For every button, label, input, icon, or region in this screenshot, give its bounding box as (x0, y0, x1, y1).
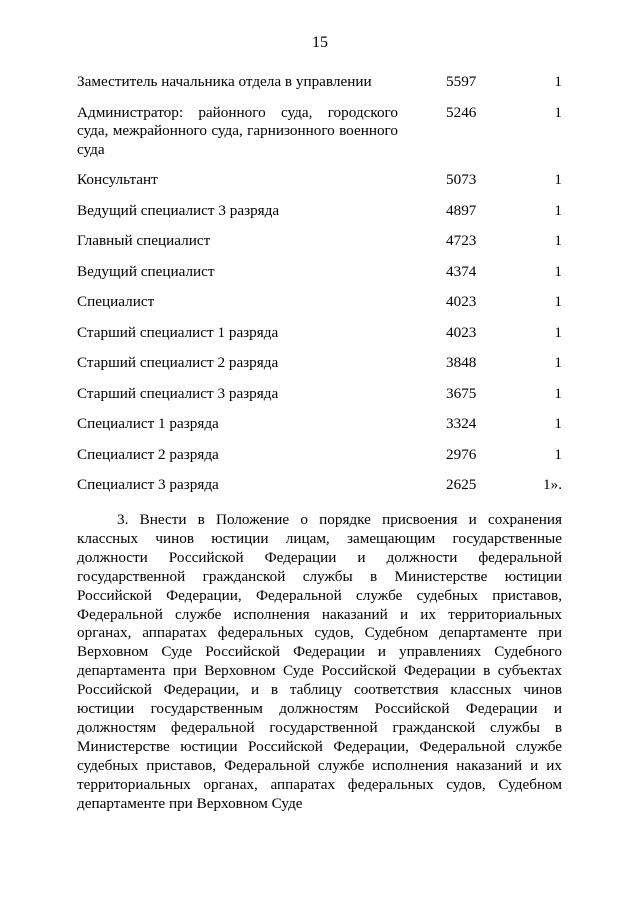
table-row (77, 229, 562, 254)
table-row (77, 443, 562, 468)
count-value: 1 (554, 103, 562, 121)
salary-value: 5246 (446, 103, 477, 121)
salary-value: 3675 (446, 384, 477, 402)
position-name: Специалист (77, 293, 155, 310)
table-row (77, 351, 562, 376)
salary-value: 3848 (446, 354, 477, 371)
count-value: 1 (554, 73, 562, 90)
table-row (77, 168, 562, 193)
count-value: 1 (554, 354, 562, 371)
salary-value: 3324 (446, 415, 477, 432)
salary-value: 4023 (446, 323, 477, 341)
table-row (77, 199, 562, 224)
position-name: Специалист 2 разряда (77, 445, 219, 463)
count-value: 1 (554, 171, 562, 188)
count-value: 1 (554, 384, 562, 402)
position-name: Специалист 3 разряда (77, 476, 219, 493)
position-name: Консультант (77, 171, 158, 188)
table-row (77, 382, 562, 407)
table-row (77, 412, 562, 437)
position-name: Старший специалист 1 разряда (77, 323, 279, 341)
salary-value: 5073 (446, 171, 477, 188)
count-value: 1 (554, 323, 562, 341)
body-paragraph: 3. Внести в Положение о порядке присвоения и сохранения классных чинов юстиции лицам, замещающим государственные должности Российской Федерации и должности федеральной государственной гражданской службы в Министерстве юстиции Российской Федерации, Федеральной службе судебных приставов, Федеральной службе исполнения наказаний и их территориальных органах, аппаратах федеральных судов, Судебном департаменте при Верховном Суде Российской Федерации и управлениях Судебного департамента при Верховном Суде Российской Федерации в субъектах Российской Федерации, и в таблицу соответствия классных чинов юстиции государственным должностям Российской Федерации и должностям федеральной государственной гражданской службы в Министерстве юстиции Российской Федерации, Федеральной службе судебных приставов, Федеральной службе исполнения наказаний и их территориальных органах, аппаратах федеральных судов, Судебном департаменте при Верховном Суде (77, 511, 562, 812)
salary-value: 2976 (446, 445, 477, 463)
table-row (77, 290, 562, 315)
salary-value: 4374 (446, 262, 477, 280)
position-name: Главный специалист (77, 232, 211, 249)
position-name: Заместитель начальника отдела в управлении (77, 73, 372, 90)
position-name: Администратор: районного суда, городского суда, межрайонного суда, гарнизонного военного суда (77, 103, 398, 158)
salary-value: 4723 (446, 232, 477, 249)
salary-value: 4897 (446, 201, 477, 219)
count-value: 1 (554, 201, 562, 219)
table-row (77, 70, 562, 95)
position-name: Ведущий специалист 3 разряда (77, 201, 280, 219)
page-number: 15 (312, 34, 328, 51)
table-row (77, 473, 562, 498)
positions-table (77, 70, 562, 504)
position-name: Старший специалист 2 разряда (77, 354, 279, 371)
count-value: 1 (554, 415, 562, 432)
count-value: 1 (554, 262, 562, 280)
position-name: Старший специалист 3 разряда (77, 384, 279, 402)
count-value: 1 (554, 445, 562, 463)
table-row (77, 260, 562, 285)
count-value: 1 (554, 293, 562, 310)
table-row (77, 101, 562, 163)
position-name: Ведущий специалист (77, 262, 215, 280)
count-value: 1 (554, 232, 562, 249)
salary-value: 5597 (446, 73, 477, 90)
position-name: Специалист 1 разряда (77, 415, 219, 432)
table-row (77, 321, 562, 346)
count-value: 1». (543, 476, 562, 493)
salary-value: 2625 (446, 476, 477, 493)
salary-value: 4023 (446, 293, 477, 310)
